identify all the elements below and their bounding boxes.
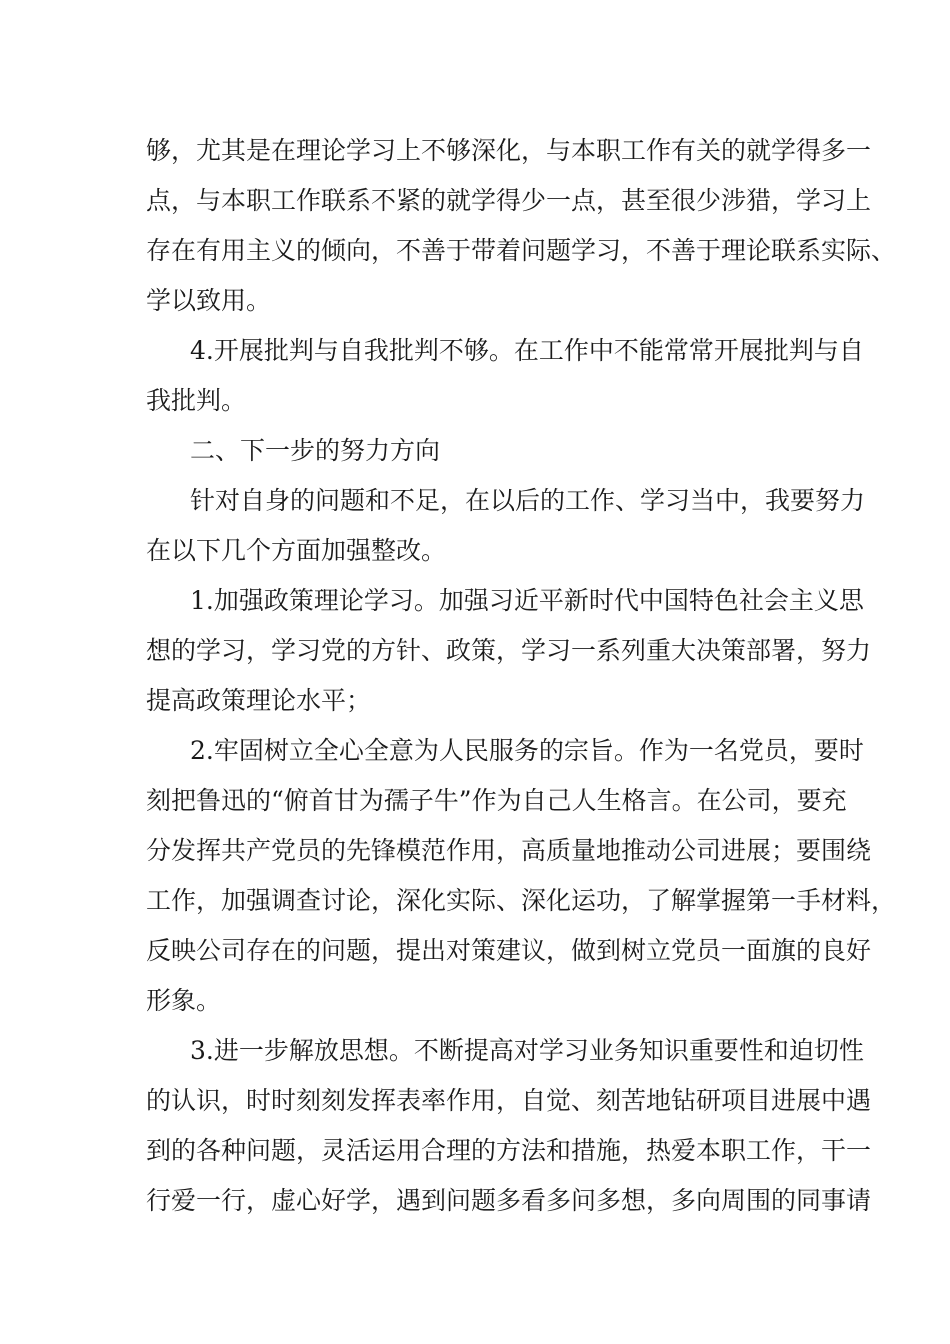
text-line: 针对自身的问题和不足，在以后的工作、学习当中，我要努力	[190, 486, 866, 515]
paragraph-item-4-line: 4.开展批判与自我批判不够。在工作中不能常常开展批判与自	[190, 336, 864, 365]
text-line: 想的学习，学习党的方针、政策，学习一系列重大决策部署，努力	[146, 636, 872, 665]
text-line: 分发挥共产党员的先锋模范作用，高质量地推动公司进展；要围绕	[146, 836, 872, 865]
text-line: 在以下几个方面加强整改。	[146, 536, 447, 565]
text-line: 反映公司存在的问题，提出对策建议，做到树立党员一面旗的良好	[146, 936, 872, 965]
text-line: 存在有用主义的倾向，不善于带着问题学习，不善于理论联系实际、	[146, 236, 897, 265]
paragraph-item-2-line: 2.牢固树立全心全意为人民服务的宗旨。作为一名党员，要时	[190, 736, 864, 765]
text-line: 点，与本职工作联系不紧的就学得少一点，甚至很少涉猎，学习上	[146, 186, 872, 215]
text-line: 够，尤其是在理论学习上不够深化，与本职工作有关的就学得多一	[146, 136, 872, 165]
text-line: 学以致用。	[146, 286, 272, 315]
paragraph-item-3-line: 3.进一步解放思想。不断提高对学习业务知识重要性和迫切性	[190, 1036, 864, 1065]
text-line: 行爱一行，虚心好学，遇到问题多看多问多想，多向周围的同事请	[146, 1186, 872, 1215]
text-line: 到的各种问题，灵活运用合理的方法和措施，热爱本职工作，干一	[146, 1136, 872, 1165]
paragraph-item-1-line: 1.加强政策理论学习。加强习近平新时代中国特色社会主义思	[190, 586, 864, 615]
body-text	[146, 126, 897, 1226]
text-line: 刻把鲁迅的“俯首甘为孺子牛”作为自己人生格言。在公司，要充	[146, 786, 847, 815]
text-line: 形象。	[146, 986, 222, 1015]
text-line: 我批判。	[146, 386, 247, 415]
text-line: 的认识，时时刻刻发挥表率作用，自觉、刻苦地钻研项目进展中遇	[146, 1086, 872, 1115]
text-line: 提高政策理论水平；	[146, 686, 372, 715]
section-heading: 二、下一步的努力方向	[190, 436, 441, 465]
text-line: 工作，加强调查讨论，深化实际、深化运功，了解掌握第一手材料，	[146, 886, 897, 915]
